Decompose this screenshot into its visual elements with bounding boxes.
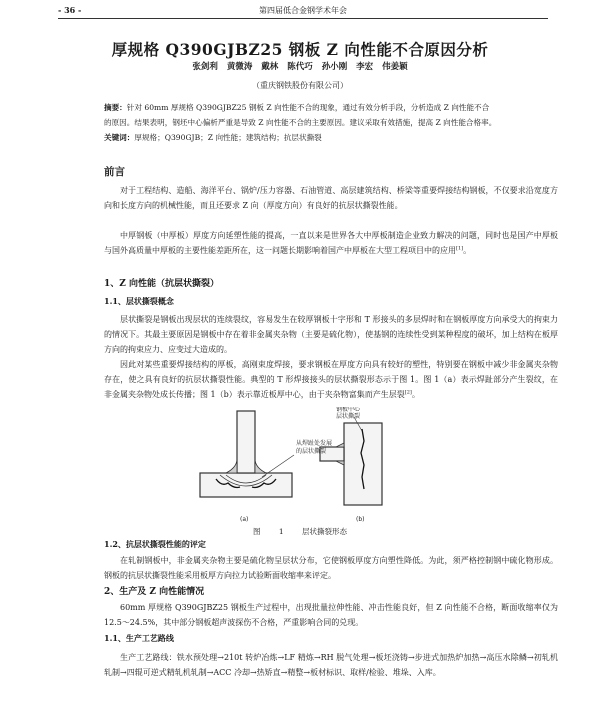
citation-2: [2] [404, 389, 412, 396]
preface-paragraph-2-text: 中厚钢板（中厚板）厚度方向延塑性能的提高，一直以来是世界各大中厚板制造企业致力解决的问题，同时也是国产中厚板与国外高质量中厚板的主要性能差距所在，这一问题长期影响着国产中厚板在大型工程项目中的应用 [104, 231, 558, 255]
paper-authors: 张剑利 黄微涛 戴林 陈代巧 孙小刚 李宏 伟姜颖 [192, 62, 408, 72]
web-plate-a [237, 411, 255, 473]
label-b: (b) [356, 516, 365, 523]
label-a: (a) [240, 516, 249, 523]
keywords-text: 厚规格；Q390GJB；Z 向性能；建筑结构；抗层状撕裂 [134, 133, 322, 142]
heading-section-2: 2、生产及 Z 向性能情况 [104, 587, 205, 597]
abstract-label: 摘要： [104, 103, 127, 112]
page-number: - 36 - [58, 5, 82, 15]
author-affiliation: （重庆钢铁股份有限公司） [252, 81, 348, 90]
annot-center-line-2: 层状撕裂 [336, 413, 361, 420]
section-1-1-paragraph-2-text: 因此对某些重要焊接结构的厚板，高刚束度焊接，要求钢板在厚度方向具有较好的塑性，特别要在钢板中减少非金属夹杂物存在，使之具有良好的抗层状撕裂性能。典型的 T 形焊接接头的层状撕裂形态示于图 1。图 1（a）表示焊趾部分产生裂纹，在非金属夹杂物处成长传播；图 1（b）表示靠近板厚中心，由于夹杂物富集而产生层裂 [104, 360, 558, 399]
heading-section-2-1: 1.1、生产工艺路线 [104, 633, 174, 643]
keywords-label: 关键词： [104, 133, 135, 142]
lamellar-tearing-diagram [196, 407, 416, 525]
figure-1-caption-number: 图 1 [252, 527, 284, 536]
abstract [104, 100, 556, 130]
paper-title: 厚规格 Q390GJBZ25 钢板 Z 向性能不合原因分析 [111, 40, 489, 59]
section-2-paragraph-1: 60mm 厚规格 Q390GJBZ25 钢板生产过程中，出现批量拉伸性能、冲击性能良好，但 Z 向性能不合格，断面收缩率仅为 12.5～24.5%，其中部分钢板超声波探伤不合格，严重影响合同的兑现。 [104, 603, 558, 627]
heading-section-1-2: 1.2、抗层状撕裂性能的评定 [104, 539, 206, 549]
annot-toe-line-2: 的层状撕裂 [296, 448, 327, 455]
figure-1a-t-joint [200, 411, 294, 497]
annot-toe-line-1: 从焊趾处发展 [296, 440, 333, 447]
journal-title: 第四届低合金钢学术年会 [259, 6, 347, 15]
figure-1 [196, 407, 416, 529]
annot-center-line-1: 钢板中心 [336, 407, 361, 413]
preface-paragraph-2 [104, 228, 558, 258]
fillet-weld-left [226, 457, 237, 473]
preface-paragraph-1: 对于工程结构、造船、海洋平台、锅炉/压力容器、石油管道、高层建筑结构、桥梁等重要焊接结构钢板，不仅要求沿宽度方向和长度方向的机械性能，而且还要求 Z 向（厚度方向）有良好的抗层状撕裂性能。 [104, 186, 558, 210]
section-1-2-paragraph-1: 在轧制钢板中，非金属夹杂物主要是硫化物呈层状分布，它使钢板厚度方向塑性降低。为此，须严格控制钢中硫化物形成。钢板的抗层状撕裂性能采用板厚方向拉力试验断面收缩率来评定。 [104, 556, 558, 580]
weld-b-bottom [336, 461, 344, 465]
section-1-1-paragraph-2 [104, 357, 558, 402]
page-header [58, 4, 548, 19]
section-2-1-paragraph-1: 生产工艺路线：铁水预处理→210t 转炉冶炼→LF 精炼→RH 脱气处理→板坯浇铸→步进式加热炉加热→高压水除鳞→初轧机轧制→四辊可逆式精轧机轧制→ACC 冷却→热矫直→精整→板材标识、取样/检验、堆垛、入库。 [104, 653, 558, 677]
keywords [104, 130, 556, 145]
heading-section-1: 1、Z 向性能（抗层状撕裂） [104, 279, 219, 289]
figure-1-caption-text: 层状撕裂形态 [302, 527, 348, 536]
heading-section-1-1: 1.1、层状撕裂概念 [104, 296, 174, 306]
preface-paragraph-2-end: 。 [463, 246, 472, 255]
weld-b-top [336, 443, 344, 447]
figure-1-caption [0, 526, 600, 537]
citation-1: [1] [456, 245, 464, 252]
base-plate-a [200, 473, 292, 497]
abstract-line-1: 针对 60mm 厚规格 Q390GJBZ25 钢板 Z 向性能不合的现象，通过有效分析手段，分析造成 Z 向性能不合 [126, 103, 490, 112]
abstract-line-2: 的原因。结果表明，钢坯中心偏析严重是导致 Z 向性能不合的主要原因。建议采取有效措施，提高 Z 向性能合格率。 [104, 118, 497, 127]
section-1-1-paragraph-2-end: 。 [411, 390, 420, 399]
section-1-1-paragraph-1: 层状撕裂是钢板出现层状的连续裂纹，容易发生在较厚钢板十字形和 T 形接头的多层焊时和在钢板厚度方向承受大的拘束力的情况下。其最主要原因是钢板中存在着非金属夹杂物（主要是硫化物），使基钢的连续性受到某种程度的破坏，加上结构在板厚方向的拘束应力、应变过大造成的。 [104, 315, 558, 354]
figure-1b-t-joint [320, 417, 382, 505]
heading-preface: 前言 [104, 166, 125, 178]
fillet-weld-right [255, 457, 266, 473]
